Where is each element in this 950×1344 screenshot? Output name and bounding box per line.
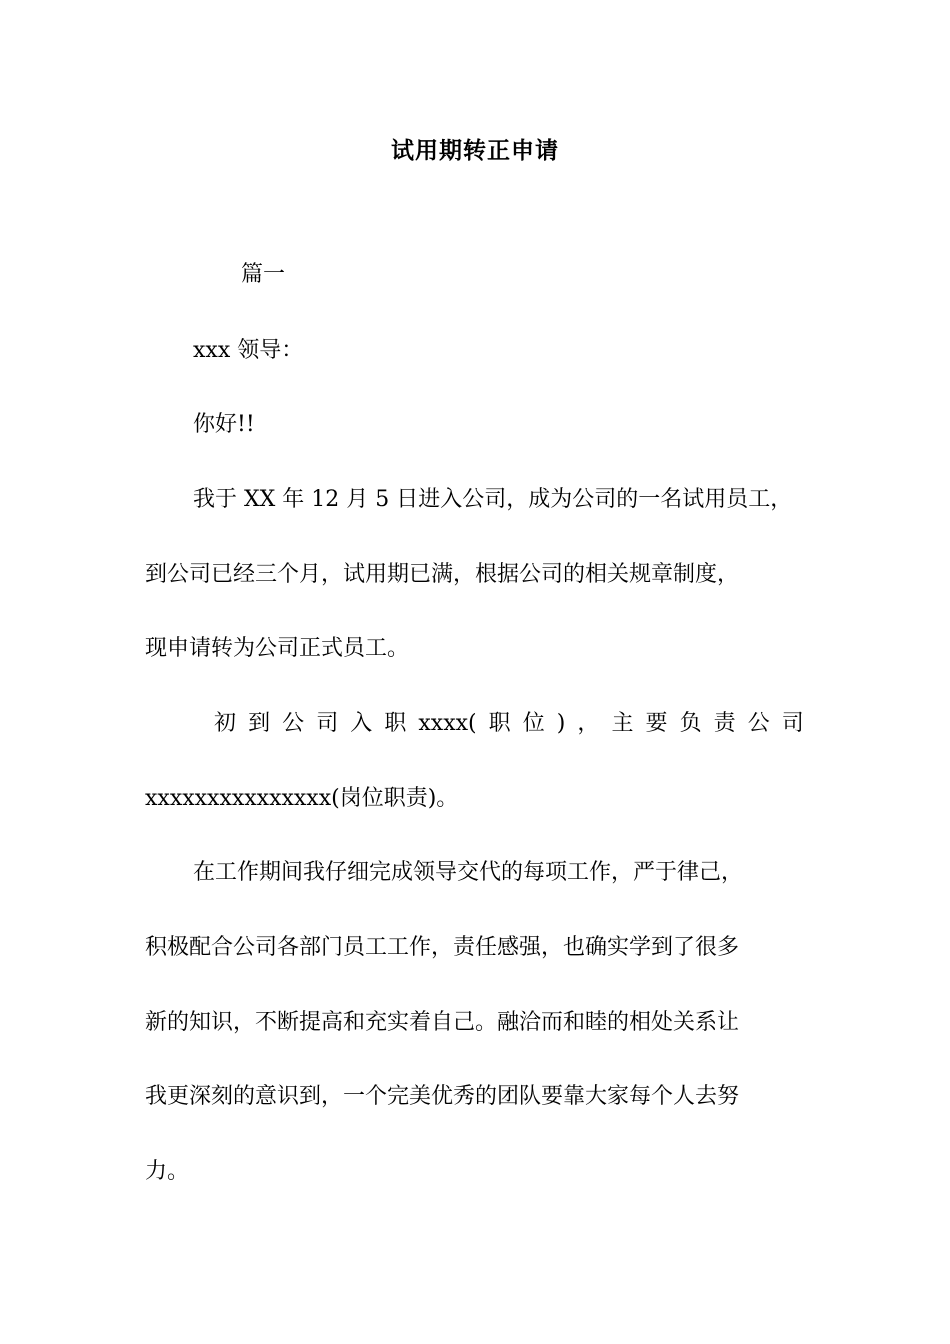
paragraph-1-line-3: 现申请转为公司正式员工。: [145, 636, 410, 661]
paragraph-3-line-2: 积极配合公司各部门员工工作，责任感强，也确实学到了很多: [145, 935, 740, 960]
word: 到: [248, 711, 271, 736]
salutation: xxx 领导：: [193, 338, 304, 363]
word: 职: [488, 711, 511, 736]
word: 司: [781, 711, 804, 736]
word: ，: [577, 711, 600, 736]
word: 责: [713, 711, 736, 736]
word: ): [556, 711, 566, 736]
paragraph-1-line-2: 到公司已经三个月，试用期已满，根据公司的相关规章制度，: [145, 562, 740, 587]
document-title: 试用期转正申请: [391, 138, 559, 164]
word: 司: [316, 711, 339, 736]
word: 公: [282, 711, 305, 736]
word: 位: [522, 711, 545, 736]
section-heading: 篇一: [241, 262, 286, 287]
word: 负: [679, 711, 702, 736]
paragraph-1-line-1: 我于 XX 年 12 月 5 日进入公司，成为公司的一名试用员工，: [193, 487, 793, 512]
paragraph-2-line-1: [214, 707, 804, 741]
word: 主: [611, 711, 634, 736]
word: 公: [747, 711, 770, 736]
paragraph-2-line-2: xxxxxxxxxxxxxxx(岗位职责)。: [145, 786, 459, 811]
paragraph-3-line-4: 我更深刻的意识到，一个完美优秀的团队要靠大家每个人去努: [145, 1084, 740, 1109]
word: 要: [645, 711, 668, 736]
word: 入: [350, 711, 373, 736]
paragraph-3-line-1: 在工作期间我仔细完成领导交代的每项工作，严于律己，: [193, 860, 744, 885]
word: 初: [214, 711, 237, 736]
word: 职: [384, 711, 407, 736]
paragraph-3-line-3: 新的知识，不断提高和充实着自己。融洽而和睦的相处关系让: [145, 1010, 740, 1035]
greeting: 你好!!: [193, 412, 255, 437]
word: xxxx(: [418, 711, 477, 736]
paragraph-3-line-5: 力。: [145, 1159, 190, 1184]
